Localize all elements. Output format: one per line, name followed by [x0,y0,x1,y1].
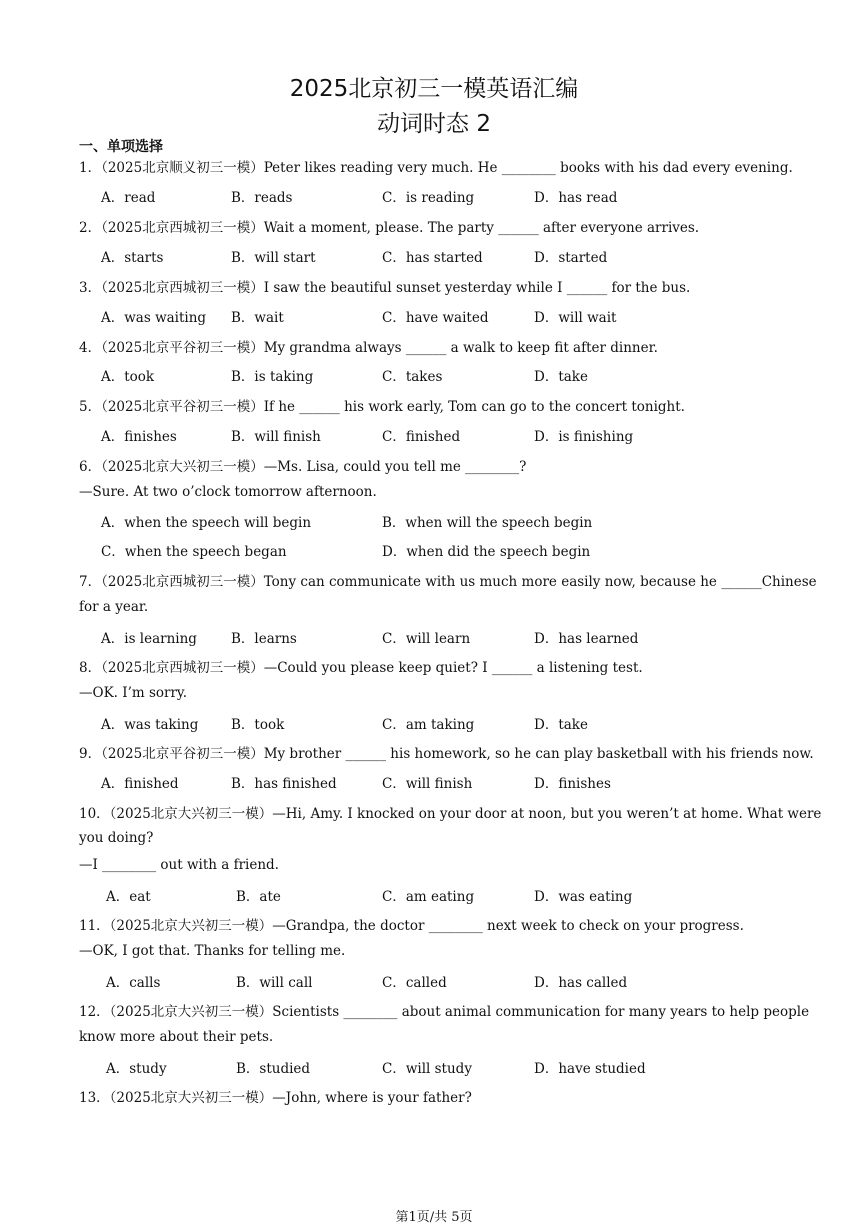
answer-option: D．take [534,717,588,733]
answer-option: B．ate [236,889,281,905]
answer-option: B．took [231,717,285,733]
question-text-continued: for a year. [79,599,149,615]
answer-option: A．eat [106,889,151,905]
question-text: 6．（2025北京大兴初三一模）—Ms. Lisa, could you tell me ________? [79,459,527,475]
document-title: 2025北京初三一模英语汇编 [289,76,579,102]
answer-option: D．will wait [534,310,617,326]
answer-option: D．has called [534,975,628,991]
question-text-continued: you doing? [79,830,154,846]
answer-option: B．is taking [231,369,314,385]
answer-option: B．will start [231,250,316,266]
answer-option: A．is learning [101,631,197,647]
answer-option: D．is finishing [534,429,634,445]
answer-option: D．was eating [534,889,633,905]
answer-option: C．am taking [382,717,475,733]
answer-option: C．will learn [382,631,471,647]
answer-option: A．read [101,190,156,206]
question-text: 4．（2025北京平谷初三一模）My grandma always ______ a walk to keep fit after dinner. [79,340,658,356]
answer-option: B．reads [231,190,293,206]
answer-option: C．finished [382,429,461,445]
question-text: 12．（2025北京大兴初三一模）Scientists ________ about animal communication for many years to help people [79,1004,810,1020]
answer-option: A．when the speech will begin [101,515,312,531]
answer-option: B．wait [231,310,284,326]
answer-option: D．started [534,250,608,266]
document-subtitle: 动词时态 2 [377,111,491,137]
answer-option: B．studied [236,1061,311,1077]
question-text-continued: know more about their pets. [79,1029,274,1045]
answer-option: C．am eating [382,889,475,905]
question-text: 7．（2025北京西城初三一模）Tony can communicate with us much more easily now, because he ______Chinese [79,574,817,590]
answer-option: A．starts [101,250,164,266]
answer-option: A．finished [101,776,179,792]
answer-option: B．will call [236,975,313,991]
answer-option: D．has read [534,190,618,206]
answer-option: A．was taking [101,717,199,733]
question-text: 10．（2025北京大兴初三一模）—Hi, Amy. I knocked on your door at noon, but you weren’t at home. What were [79,806,822,822]
answer-option: A．was waiting [101,310,207,326]
answer-option: D．take [534,369,588,385]
answer-option: B．will finish [231,429,321,445]
answer-option: B．when will the speech begin [382,515,593,531]
question-text-continued: —Sure. At two o’clock tomorrow afternoon. [79,484,377,500]
answer-option: D．has learned [534,631,639,647]
answer-option: A．calls [106,975,161,991]
question-text-continued: —I ________ out with a friend. [79,857,279,873]
answer-option: D．when did the speech begin [382,544,591,560]
answer-option: C．will finish [382,776,473,792]
question-text: 2．（2025北京西城初三一模）Wait a moment, please. The party ______ after everyone arrives. [79,220,700,236]
question-text-continued: —OK. I’m sorry. [79,685,188,701]
answer-option: B．learns [231,631,297,647]
answer-option: C．takes [382,369,443,385]
question-text: 3．（2025北京西城初三一模）I saw the beautiful sunset yesterday while I ______ for the bus. [79,280,691,296]
answer-option: D．have studied [534,1061,646,1077]
answer-option: B．has finished [231,776,337,792]
answer-option: C．have waited [382,310,489,326]
answer-option: C．when the speech began [101,544,287,560]
answer-option: C．has started [382,250,483,266]
question-text: 9．（2025北京平谷初三一模）My brother ______ his homework, so he can play basketball with his friends now. [79,746,814,762]
question-text: 5．（2025北京平谷初三一模）If he ______ his work early, Tom can go to the concert tonight. [79,399,685,415]
answer-option: C．called [382,975,447,991]
answer-option: A．study [106,1061,167,1077]
answer-option: D．finishes [534,776,611,792]
answer-option: A．took [101,369,155,385]
question-text: 11．（2025北京大兴初三一模）—Grandpa, the doctor ________ next week to check on your progress. [79,918,744,934]
answer-option: A．finishes [101,429,177,445]
answer-option: C．is reading [382,190,475,206]
question-text: 8．（2025北京西城初三一模）—Could you please keep quiet? I ______ a listening test. [79,660,643,676]
question-text: 13．（2025北京大兴初三一模）—John, where is your father? [79,1090,472,1106]
section-heading: 一、单项选择 [79,139,163,155]
question-text-continued: —OK, I got that. Thanks for telling me. [79,943,346,959]
answer-option: C．will study [382,1061,472,1077]
page-footer: 第1页/共 5页 [395,1210,473,1225]
question-text: 1．（2025北京顺义初三一模）Peter likes reading very much. He ________ books with his dad every evening. [79,160,793,176]
